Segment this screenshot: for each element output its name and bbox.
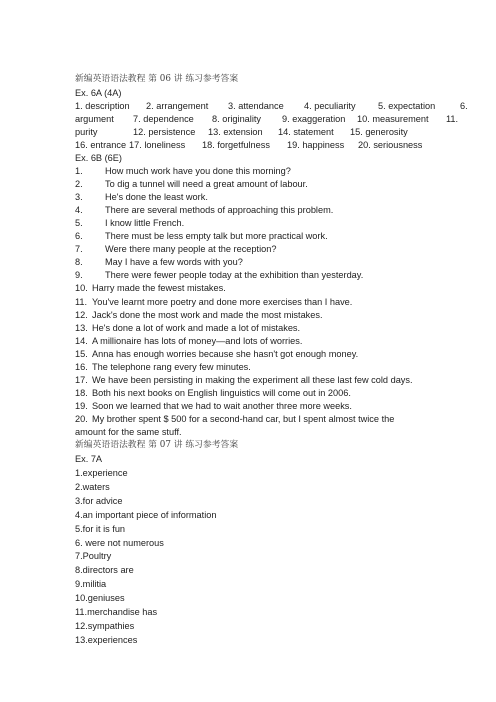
ex6b-item-number: 16. — [75, 361, 88, 372]
ex7a-item: 12.sympathies — [75, 620, 135, 631]
ex6b-item-text: There must be less empty talk but more practical work. — [105, 231, 328, 242]
ex7a-item: 4.an important piece of information — [75, 509, 217, 520]
ex6b-item — [75, 217, 184, 229]
ex6b-item-text: Jack's done the most work and made the most mistakes. — [92, 309, 323, 320]
ex6a-item: 15. generosity — [350, 127, 408, 137]
ex6b-item-text: May I have a few words with you? — [105, 257, 243, 268]
lesson7-title: 新编英语语法教程 第 07 讲 练习参考答案 — [75, 440, 239, 450]
ex6b-item — [75, 165, 291, 177]
ex7a-item: 11.merchandise has — [75, 607, 158, 617]
ex6a-item: 5. expectation — [378, 101, 436, 111]
ex6b-item-number: 2. — [75, 179, 83, 190]
ex6b-item-number: 17. — [75, 374, 88, 385]
ex6b-item — [75, 269, 363, 281]
lesson6-title: 新编英语语法教程 第 06 讲 练习参考答案 — [75, 74, 239, 84]
ex7a-item: 1.experience — [75, 468, 128, 478]
ex6a-item: purity — [75, 127, 98, 137]
ex6a-item: 8. originality — [212, 114, 262, 124]
ex7a-item: 6. were not numerous — [75, 537, 164, 548]
ex6a-item: 1. description — [75, 101, 130, 111]
ex6b-continuation: amount for the same stuff. — [75, 427, 182, 437]
ex6b-item — [75, 374, 413, 386]
ex6a-item: 20. seriousness — [358, 140, 423, 150]
ex6b-label: Ex. 6B (6E) — [75, 153, 122, 163]
ex6b-item — [75, 322, 300, 334]
ex6a-label: Ex. 6A (4A) — [75, 88, 122, 98]
ex6a-item: 2. arrangement — [146, 101, 209, 111]
ex7a-label: Ex. 7A — [75, 454, 103, 464]
ex6a-item: 3. attendance — [228, 101, 284, 111]
ex6b-item-text: Both his next books on English linguistics will come out in 2006. — [92, 387, 351, 398]
ex6a-item: 9. exaggeration — [282, 114, 346, 124]
ex6b-item-text: A millionaire has lots of money—and lots of worries. — [92, 335, 303, 346]
ex6b-item-number: 20. — [75, 413, 88, 424]
ex6b-item-text: You've learnt more poetry and done more exercises than I have. — [92, 296, 353, 307]
ex6a-item: 4. peculiarity — [304, 101, 356, 111]
ex6b-item-number: 6. — [75, 231, 83, 242]
ex6a-item: 7. dependence — [133, 114, 194, 124]
ex6a-item: 18. forgetfulness — [202, 140, 270, 150]
ex7a-item: 3.for advice — [75, 495, 123, 506]
ex6b-item-number: 12. — [75, 309, 88, 320]
ex6b-item-text: Were there many people at the reception? — [105, 244, 277, 255]
ex6a-item: 11. — [446, 114, 459, 124]
ex6b-item — [75, 400, 352, 412]
ex6b-item — [75, 256, 243, 268]
ex6b-item — [75, 230, 328, 242]
ex6b-item — [75, 361, 251, 373]
ex6b-item — [75, 387, 351, 399]
ex6a-item: 14. statement — [278, 127, 334, 137]
ex6b-item — [75, 309, 323, 321]
ex6a-item: 16. entrance — [75, 140, 127, 150]
ex6b-item — [75, 296, 352, 308]
ex6a-item: 6. — [460, 101, 468, 111]
ex6b-item — [75, 348, 358, 360]
ex6b-item-number: 14. — [75, 335, 88, 346]
ex6b-item — [75, 335, 302, 347]
ex7a-item: 5.for it is fun — [75, 523, 126, 534]
ex6b-item-text: How much work have you done this morning? — [105, 166, 291, 176]
ex6a-item: 19. happiness — [287, 140, 345, 150]
ex6b-item — [75, 204, 333, 216]
ex6b-item-number: 9. — [75, 270, 83, 281]
ex6b-item-number: 11. — [75, 296, 88, 307]
ex7a-item: 13.experiences — [75, 634, 138, 645]
ex7a-item: 8.directors are — [75, 565, 134, 576]
ex7a-item: 2.waters — [75, 481, 110, 492]
ex6b-item-number: 19. — [75, 400, 88, 411]
ex6b-item-number: 10. — [75, 283, 88, 294]
ex6b-item-text: I know little French. — [105, 218, 185, 229]
ex6b-item-text: He's done a lot of work and made a lot of mistakes. — [92, 322, 301, 333]
ex6b-item-number: 1. — [75, 166, 83, 176]
ex6b-item-number: 4. — [75, 205, 83, 216]
ex6a-item: argument — [75, 114, 114, 124]
ex6b-item-text: Anna has enough worries because she hasn't got enough money. — [92, 348, 359, 359]
ex7a-item: 10.geniuses — [75, 593, 125, 604]
ex6b-item-number: 5. — [75, 218, 83, 229]
ex6b-item-text: He's done the least work. — [105, 192, 208, 203]
ex6b-item — [75, 191, 208, 203]
ex6b-item-number: 8. — [75, 257, 83, 268]
ex6b-item-text: To dig a tunnel will need a great amount of labour. — [105, 179, 308, 190]
ex6b-item-text: Soon we learned that we had to wait another three more weeks. — [92, 400, 352, 411]
ex6b-item — [75, 243, 276, 255]
ex6a-item: 13. extension — [208, 127, 263, 137]
ex6b-item-text: There are several methods of approaching this problem. — [105, 205, 334, 216]
ex6b-item-text: The telephone rang every few minutes. — [92, 361, 251, 372]
ex6b-item-number: 3. — [75, 192, 83, 203]
ex6a-item: 10. measurement — [357, 114, 429, 124]
ex6b-item — [75, 178, 308, 190]
ex6b-item-text: We have been persisting in making the experiment all these last few cold days. — [92, 374, 413, 385]
ex7a-item: 9.militia — [75, 579, 107, 590]
ex6b-item — [75, 282, 226, 294]
ex6b-item-number: 15. — [75, 348, 88, 359]
ex6b-item-number: 18. — [75, 387, 88, 398]
ex6b-item-number: 13. — [75, 322, 88, 333]
ex6a-item: 12. persistence — [133, 127, 196, 137]
ex6b-item-text: My brother spent $ 500 for a second-hand car, but I spent almost twice the — [92, 413, 395, 424]
ex6b-item-number: 7. — [75, 244, 83, 255]
ex6b-item-text: Harry made the fewest mistakes. — [92, 283, 226, 294]
ex6b-item-text: There were fewer people today at the exhibition than yesterday. — [105, 270, 364, 281]
ex7a-item: 7.Poultry — [75, 551, 112, 562]
ex6b-item — [75, 413, 394, 425]
ex6a-item: 17. loneliness — [129, 140, 186, 150]
